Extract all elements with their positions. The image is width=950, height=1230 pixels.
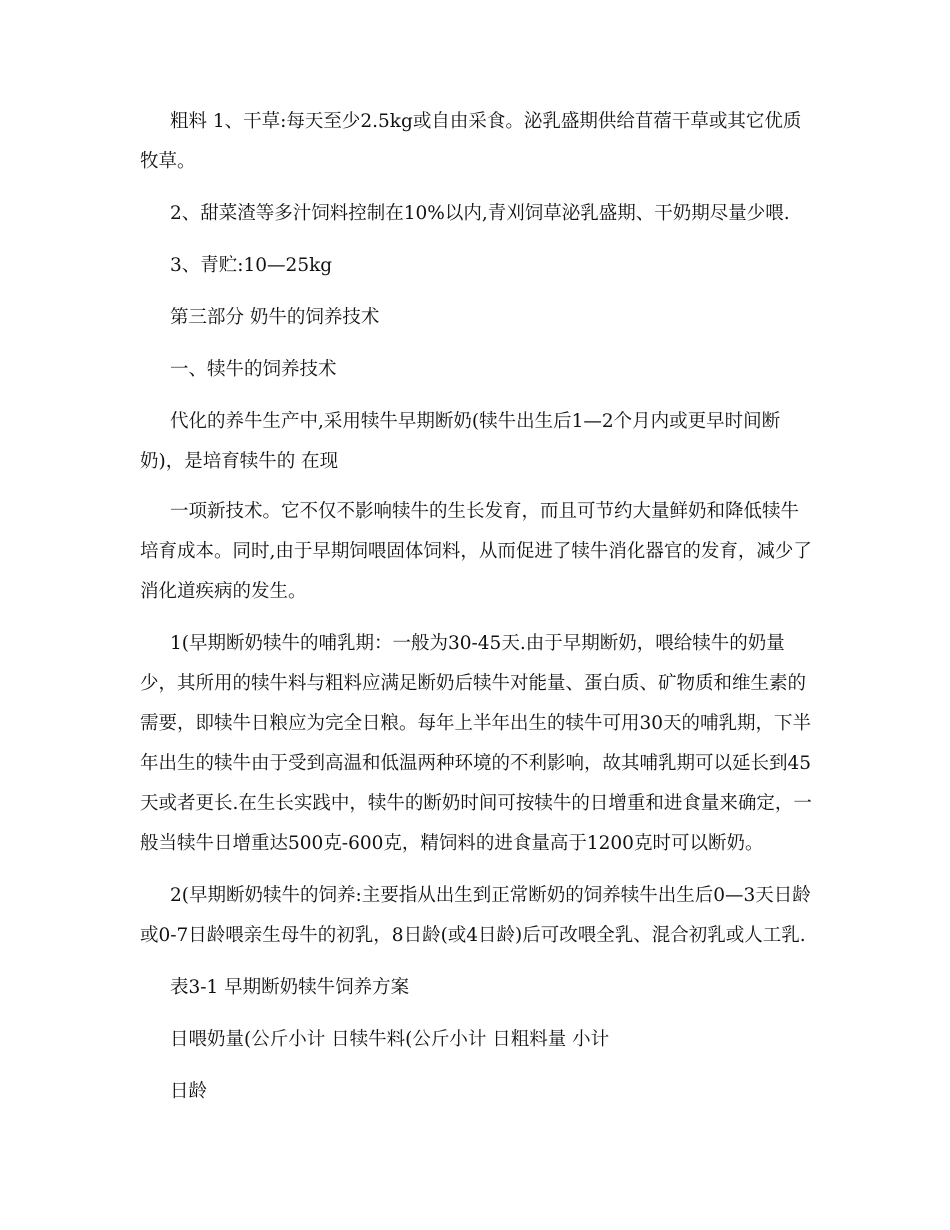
paragraph-early-weaning-intro: 代化的养牛生产中,采用犊牛早期断奶(犊牛出生后1—2个月内或更早时间断奶)，是培育犊牛的 在现 (140, 411, 781, 472)
subheading-calf-feeding: 一、犊牛的饲养技术 (170, 359, 337, 380)
paragraph-roughage-hay: 粗料 1、干草:每天至少2.5kg或自由采食。泌乳盛期供给苜蓿干草或其它优质牧草。 (140, 111, 802, 172)
table-header-row: 日喂奶量(公斤小计 日犊牛料(公斤小计 日粗料量 小计 (170, 1029, 610, 1050)
paragraph-lactation-period: 1(早期断奶犊牛的哺乳期：一般为30-45天.由于早期断奶，喂给犊牛的奶量少，其所用的犊牛料与粗料应满足断奶后犊牛对能量、蛋白质、矿物质和维生素的需要，即犊牛日粮应为完全日粮。每年上半年出生的犊牛可用30天的哺乳期，下半年出生的犊牛由于受到高温和低温两种环境的不利影响，故其哺乳期可以延长到45天或者更长.在生长实践中，犊牛的断奶时间可按犊牛的日增重和进食量来确定，一般当犊牛日增重达500克-600克，精饲料的进食量高于1200克时可以断奶。 (140, 633, 812, 854)
paragraph-silage: 3、青贮:10—25kg (170, 255, 333, 276)
table-caption: 表3-1 早期断奶犊牛饲养方案 (170, 977, 410, 998)
table-first-column-label: 日龄 (170, 1081, 208, 1102)
paragraph-new-technique: 一项新技术。它不仅不影响犊牛的生长发育，而且可节约大量鲜奶和降低犊牛培育成本。同时,由于早期饲喂固体饲料，从而促进了犊牛消化器官的发育，减少了消化道疾病的发生。 (140, 501, 812, 602)
section-heading-part-three: 第三部分 奶牛的饲养技术 (170, 307, 380, 328)
paragraph-calf-feeding-method: 2(早期断奶犊牛的饲养:主要指从出生到正常断奶的饲养犊牛出生后0—3天日龄或0-7日龄喂亲生母牛的初乳，8日龄(或4日龄)后可改喂全乳、混合初乳或人工乳. (140, 885, 811, 946)
document-body (140, 102, 816, 1124)
paragraph-succulent-feed: 2、甜菜渣等多汁饲料控制在10%以内,青刈饲草泌乳盛期、干奶期尽量少喂. (170, 203, 790, 224)
